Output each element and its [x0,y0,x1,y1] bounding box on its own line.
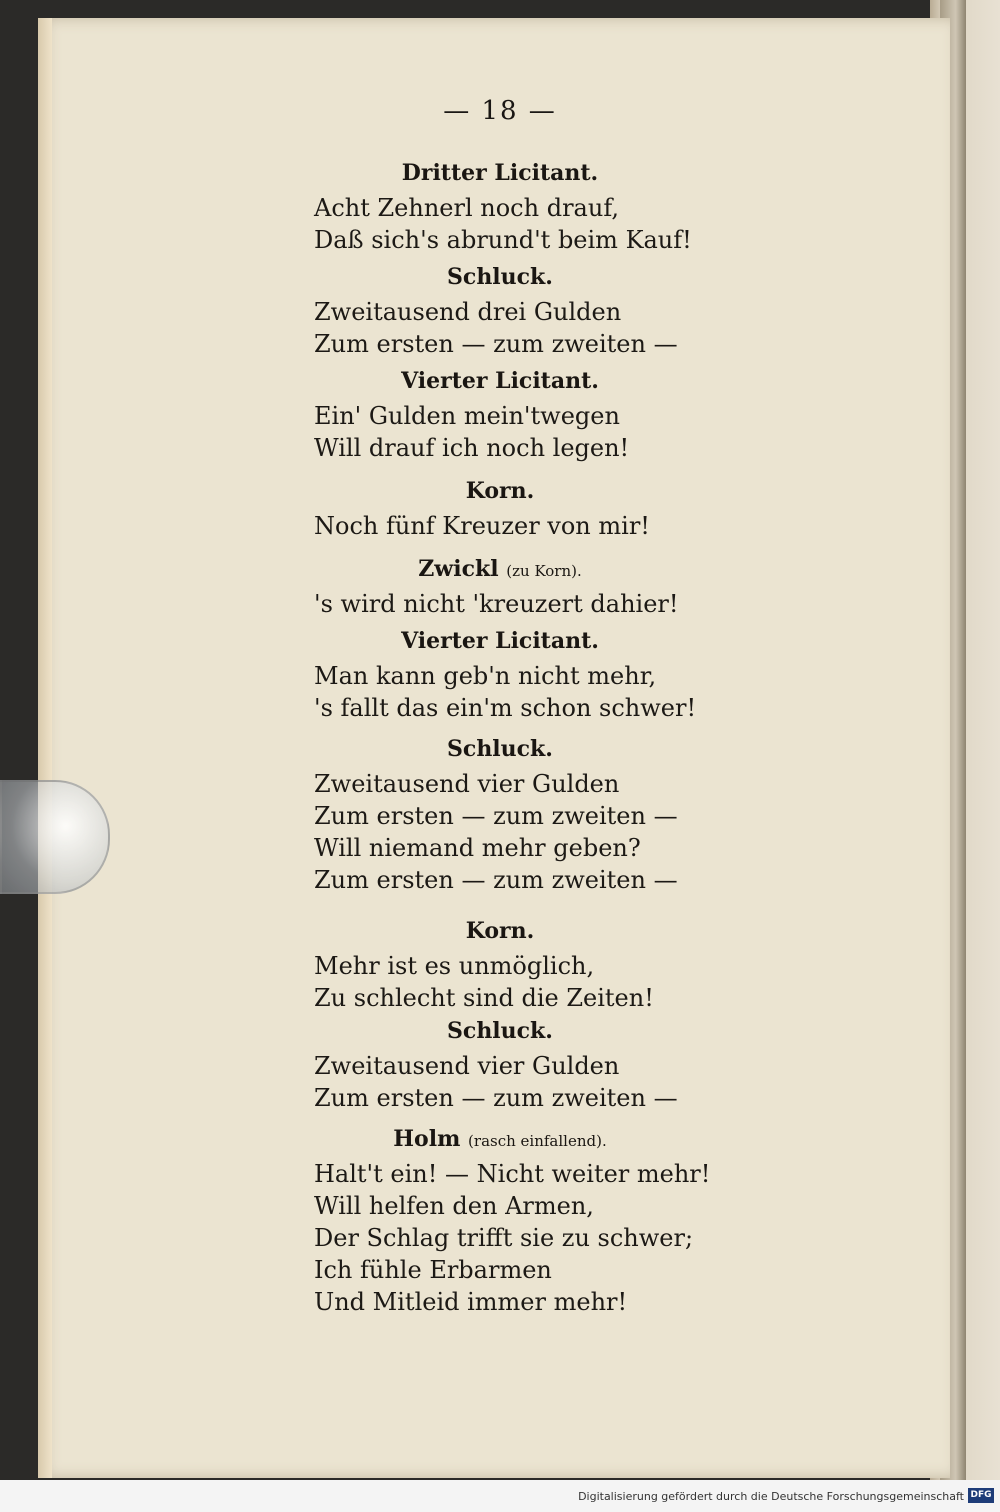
verse-line: Ein' Gulden mein'twegen [314,402,620,430]
stage-direction: (zu Korn). [506,562,582,580]
verse-line: Zweitausend vier Gulden [314,770,620,798]
speaker-heading: Schluck. [447,1018,553,1044]
speaker-heading: Holm (rasch einfallend). [393,1126,607,1152]
verse-line: Und Mitleid immer mehr! [314,1288,628,1316]
verse-line: Zweitausend vier Gulden [314,1052,620,1080]
verse-line: Zweitausend drei Gulden [314,298,622,326]
verse-line: 's wird nicht 'kreuzert dahier! [314,590,679,618]
verse-line: Zum ersten — zum zweiten — [314,802,678,830]
speaker-heading: Vierter Licitant. [401,628,599,654]
verse-line: Man kann geb'n nicht mehr, [314,662,657,690]
dfg-logo: DFG [968,1488,994,1503]
verse-line: Will drauf ich noch legen! [314,434,630,462]
verse-line: Der Schlag trifft sie zu schwer; [314,1224,694,1252]
speaker-heading: Schluck. [447,264,553,290]
verse-line: Mehr ist es unmöglich, [314,952,595,980]
verse-line: Halt't ein! — Nicht weiter mehr! [314,1160,711,1188]
page-number: — 18 — [443,96,557,126]
footer-credit: Digitalisierung gefördert durch die Deutsche Forschungsgemeinschaft [578,1490,964,1503]
verse-line: Will helfen den Armen, [314,1192,594,1220]
verse-line: Will niemand mehr geben? [314,834,641,862]
speaker-heading: Korn. [465,918,535,944]
verse-line: Noch fünf Kreuzer von mir! [314,512,650,540]
verse-line: 's fallt das ein'm schon schwer! [314,694,697,722]
verse-line: Acht Zehnerl noch drauf, [314,194,619,222]
verse-line: Daß sich's abrund't beim Kauf! [314,226,692,254]
verse-line: Ich fühle Erbarmen [314,1256,552,1284]
verse-line: Zu schlecht sind die Zeiten! [314,984,654,1012]
page-clip [0,780,110,894]
speaker-heading: Schluck. [447,736,553,762]
verse-line: Zum ersten — zum zweiten — [314,330,678,358]
speaker-heading: Korn. [465,478,535,504]
speaker-heading: Zwickl (zu Korn). [418,556,582,582]
verse-line: Zum ersten — zum zweiten — [314,1084,678,1112]
verse-line: Zum ersten — zum zweiten — [314,866,678,894]
stage-direction: (rasch einfallend). [468,1132,607,1150]
speaker-heading: Dritter Licitant. [401,160,599,186]
speaker-heading: Vierter Licitant. [401,368,599,394]
